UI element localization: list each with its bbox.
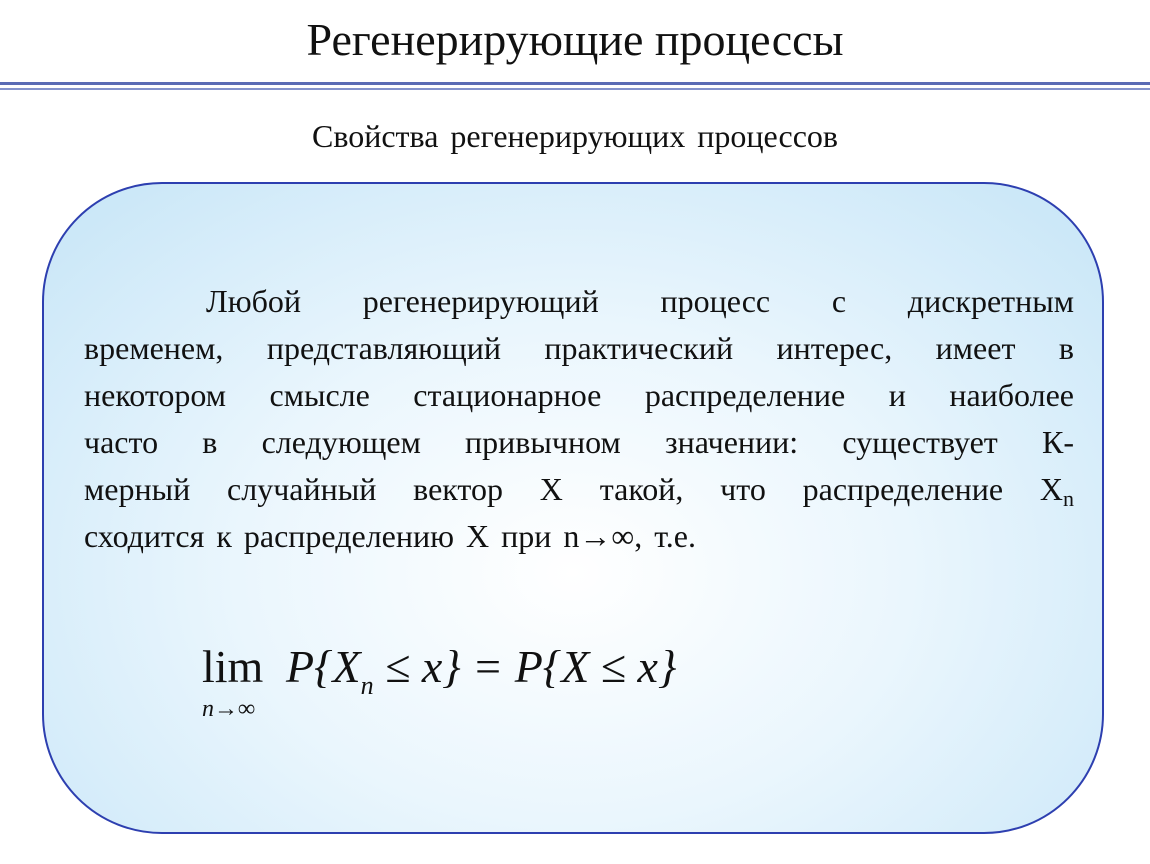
body-line-1: Любой регенерирующий процесс с дискретным xyxy=(206,283,1074,319)
body-line-6: сходится к распределению Х при n→∞, т.е. xyxy=(84,518,696,554)
formula-lhs-subscript: n xyxy=(360,671,374,700)
body-line-4: часто в следующем привычном значении: существует К- xyxy=(84,424,1074,460)
slide-subtitle: Свойства регенерирующих процессов xyxy=(311,118,838,154)
body-line-3: некотором смысле стационарное распределение и наиболее xyxy=(84,377,1074,413)
body-line-5-text: мерный случайный вектор Х такой, что распределение Х xyxy=(84,471,1063,507)
body-paragraph xyxy=(84,278,1074,560)
formula-expression xyxy=(286,640,677,700)
formula-lim: lim xyxy=(202,641,264,692)
formula-lhs: P{X xyxy=(286,641,361,692)
title-divider xyxy=(0,82,1150,85)
formula-lim-subscript: n→∞ xyxy=(202,696,256,722)
body-line-5-subscript: n xyxy=(1063,486,1074,511)
title-divider-secondary xyxy=(0,88,1150,90)
formula-rhs: ≤ x} = P{X ≤ x} xyxy=(373,641,677,692)
body-line-2: временем, представляющий практический интерес, имеет в xyxy=(84,330,1074,366)
body-line-5 xyxy=(84,466,1074,513)
slide-title: Регенерирующие процессы xyxy=(306,14,844,65)
